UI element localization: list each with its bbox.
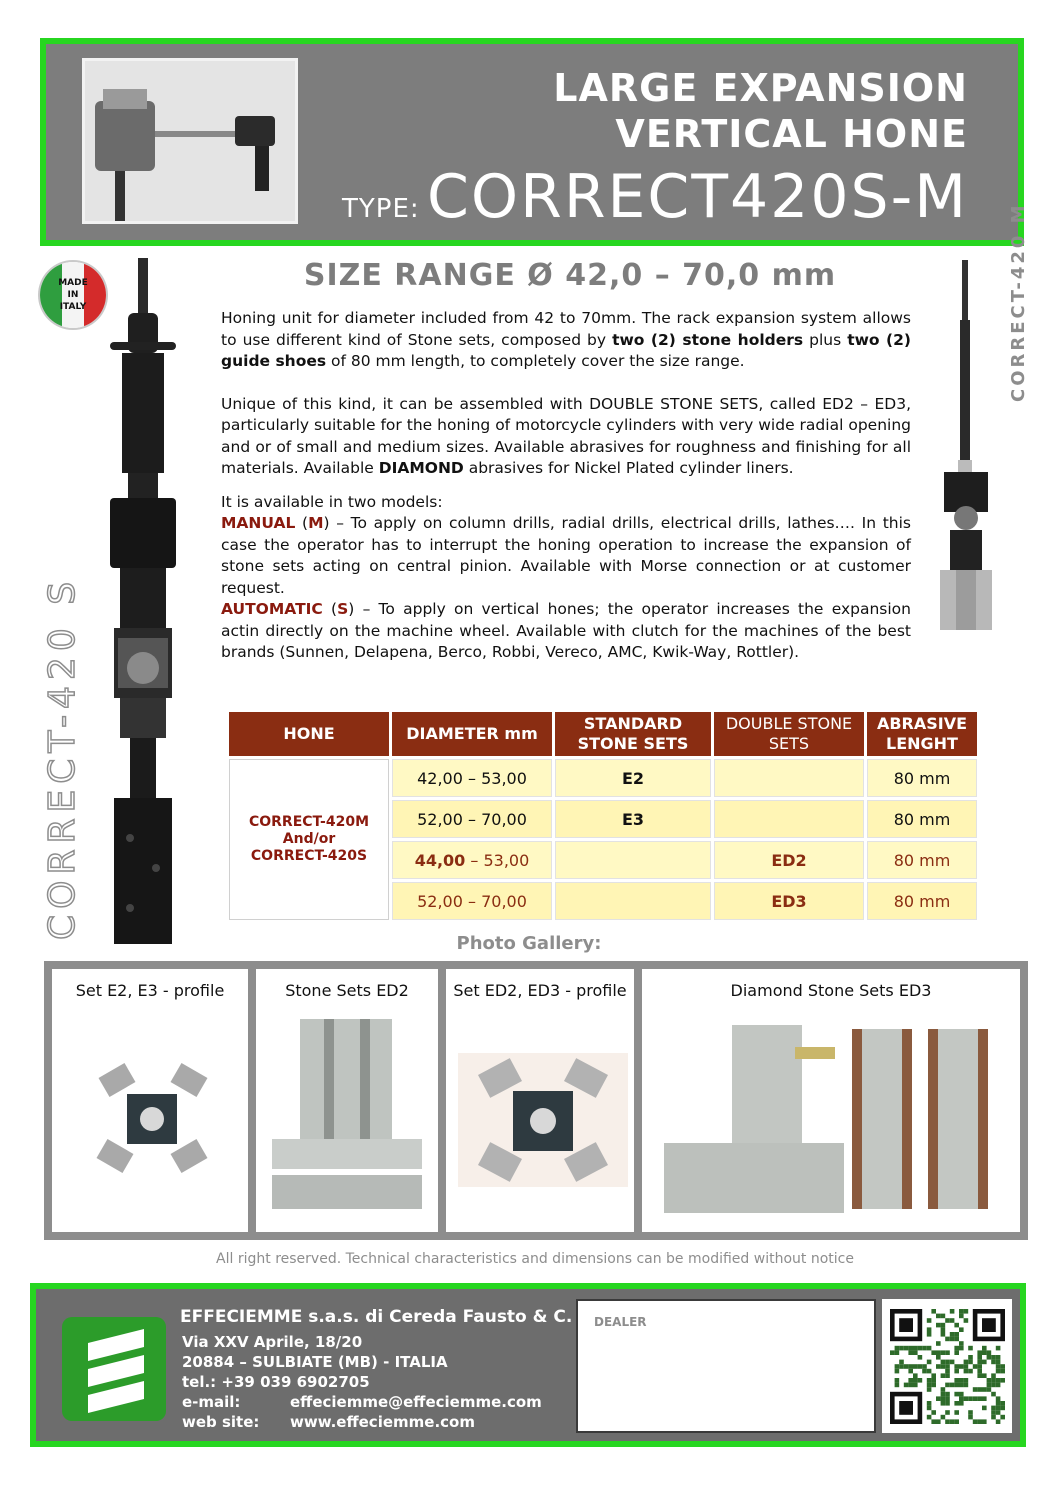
email-link[interactable]: effeciemme@effeciemme.com: [290, 1393, 542, 1411]
cell-double: [714, 800, 864, 838]
phone-number: tel.: +39 039 6902705: [182, 1373, 370, 1391]
web-label: web site:: [182, 1413, 260, 1431]
intro-bold-guide-shoes: two (2) guide shoes: [221, 330, 912, 370]
cell-length: 80 mm: [867, 882, 977, 920]
header-product-photo: [82, 58, 298, 224]
gallery-caption: Diamond Stone Sets ED3: [730, 981, 932, 1000]
cell-diameter: 42,00 – 53,00: [392, 759, 552, 797]
double-set-value: ED2: [771, 850, 807, 870]
hone-model-andor: And/or: [282, 831, 336, 847]
qr-code[interactable]: [882, 1299, 1012, 1433]
diamond-stone-set-image: [660, 1017, 1000, 1217]
model-name: CORRECT420S-M: [427, 162, 968, 232]
intro-text: plus: [803, 330, 848, 349]
cell-standard: [555, 759, 711, 797]
website-link[interactable]: www.effeciemme.com: [290, 1413, 475, 1431]
gallery-caption: Set E2, E3 - profile: [75, 981, 225, 1000]
badge-line1: MADE: [58, 278, 88, 288]
manual-label: MANUAL: [221, 514, 296, 532]
address-city: 20884 – SULBIATE (MB) - ITALIA: [182, 1353, 448, 1371]
header-double-stone-sets: DOUBLE STONE SETS: [714, 712, 864, 756]
cell-diameter: [392, 841, 552, 879]
made-in-italy-badge: [40, 262, 106, 328]
manual-letter: M: [308, 514, 324, 532]
automatic-paren: ): [348, 600, 355, 618]
stone-set-ed3-profile-image: [458, 1053, 628, 1187]
gallery-item-e2-e3-profile: [52, 969, 248, 1232]
table-header-row: [229, 712, 977, 756]
manual-paren: ): [323, 514, 330, 532]
hone-m-product-image: [938, 260, 996, 660]
diameter-bold: 44,00: [414, 850, 466, 870]
cell-length: 80 mm: [867, 841, 977, 879]
dealer-label: DEALER: [594, 1315, 647, 1329]
gallery-item-diamond-ed3: [642, 969, 1020, 1232]
cell-double: [714, 882, 864, 920]
header-title-line1: LARGE EXPANSION: [553, 66, 968, 110]
gallery-caption: Stone Sets ED2: [285, 981, 409, 1000]
automatic-paragraph: [221, 599, 911, 664]
photo-gallery-title: Photo Gallery:: [456, 933, 602, 954]
type-label: TYPE:: [342, 194, 420, 224]
description-text: [221, 308, 911, 664]
stone-set-e2-image: [92, 1049, 212, 1189]
company-logo: [62, 1317, 166, 1421]
intro-text: Honing unit for diameter included from 42 to 70mm. The rack expansion system allows to use different kind of Stone sets, composed by: [221, 309, 911, 349]
models-intro: It is available in two models:: [221, 492, 443, 511]
double-set-value: ED3: [771, 891, 807, 911]
cell-diameter: 52,00 – 70,00: [392, 882, 552, 920]
cell-standard: [555, 882, 711, 920]
diamond-bold: DIAMOND: [378, 459, 464, 477]
intro-bold-stone-holders: two (2) stone holders: [612, 330, 804, 349]
double-stone-text: abrasives for Nickel Plated cylinder liners.: [463, 459, 794, 477]
side-label-right: CORRECT-420 M: [1008, 202, 1029, 402]
manual-text: – To apply on column drills, radial drills, electrical drills, lathes…. In this case the operator has to interrupt the honing operation to increase the expansion of stone sets acting on central pinion. Available with Morse connection or at customer request.: [221, 514, 911, 597]
automatic-label: AUTOMATIC: [221, 600, 323, 618]
double-stone-text: Unique of this kind, it can be assembled with DOUBLE STONE SETS, called ED2 – ED3, particularly suitable for the honing of motorcycle cylinders with very wide radial opening and or of small and medium sizes. Available abrasives for roughness and finishing for all materials. Available: [221, 394, 911, 477]
footer-banner: [30, 1283, 1026, 1447]
header-diameter: DIAMETER mm: [392, 712, 552, 756]
company-name: EFFECIEMME s.a.s. di Cereda Fausto & C.: [180, 1307, 573, 1327]
header-standard-stone-sets: STANDARD STONE SETS: [555, 712, 711, 756]
cell-double: [714, 759, 864, 797]
badge-line3: ITALY: [59, 302, 87, 312]
gallery-item-stone-sets-ed2: [256, 969, 438, 1232]
side-label-left: CORRECT-420 S: [42, 575, 83, 940]
double-stone-paragraph: [221, 394, 911, 480]
cell-standard: [555, 800, 711, 838]
hone-models-cell: [229, 759, 389, 920]
badge-line2: IN: [67, 290, 79, 300]
manual-paren: (: [295, 514, 309, 532]
address-street: Via XXV Aprile, 18/20: [182, 1333, 363, 1351]
gallery-item-ed2-ed3-profile: [446, 969, 634, 1232]
hone-model-s: CORRECT-420S: [250, 848, 368, 864]
automatic-letter: S: [337, 600, 349, 618]
manual-paragraph: [221, 513, 911, 599]
header-banner: [40, 38, 1024, 246]
specs-table: [226, 709, 980, 923]
hone-model-m: CORRECT-420M: [248, 814, 370, 830]
standard-set-value: E3: [621, 809, 645, 829]
cell-double: [714, 841, 864, 879]
rights-notice: All right reserved. Technical characteristics and dimensions can be modified without notice: [216, 1251, 854, 1267]
gallery-caption: Set ED2, ED3 - profile: [453, 981, 627, 1000]
dealer-box: [576, 1299, 876, 1433]
stone-set-ed2-image: [264, 1015, 430, 1215]
header-hone: HONE: [229, 712, 389, 756]
photo-gallery: [44, 961, 1028, 1240]
hone-s-product-image: [100, 258, 186, 944]
diameter-rest: – 53,00: [465, 850, 530, 870]
standard-set-value: E2: [621, 768, 645, 788]
cell-standard: [555, 841, 711, 879]
header-title-line2: VERTICAL HONE: [615, 112, 968, 156]
automatic-paren: (: [322, 600, 338, 618]
automatic-text: – To apply on vertical hones; the operator increases the expansion actin directly on the machine wheel. Available with clutch for the machines of the best brands (Sunnen, Delapena, Berco, Robbi, Vereco, AMC, Kwik-Way, Rottler).: [221, 600, 911, 661]
intro-text: of 80 mm length, to completely cover the size range.: [326, 352, 745, 370]
table-row: [229, 759, 977, 797]
size-range-heading: SIZE RANGE Ø 42,0 – 70,0 mm: [303, 258, 837, 293]
header-abrasive-length: ABRASIVE LENGHT: [867, 712, 977, 756]
intro-paragraph: [221, 308, 911, 373]
cell-length: 80 mm: [867, 759, 977, 797]
cell-length: 80 mm: [867, 800, 977, 838]
email-label: e-mail:: [182, 1393, 241, 1411]
cell-diameter: 52,00 – 70,00: [392, 800, 552, 838]
